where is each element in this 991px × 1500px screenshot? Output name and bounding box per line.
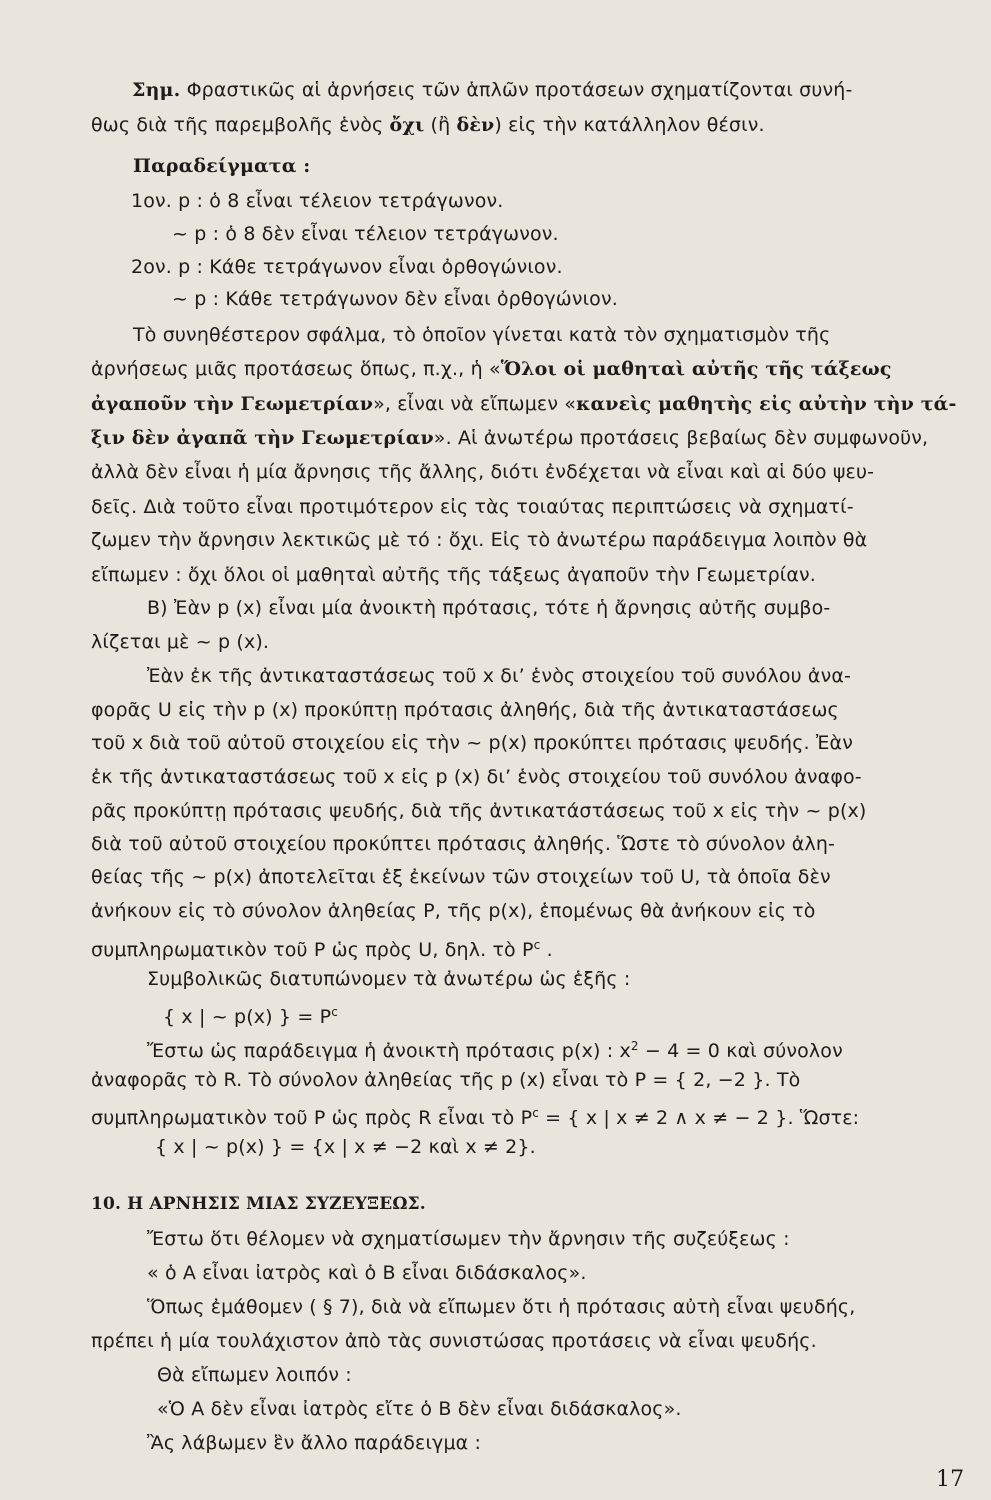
example-line-3: συμπληρωματικὸν τοῦ P ὡς πρὸς R εἶναι τὸ $P^c$ = { x | x ≠ 2 ∧ x ≠ − 2 }. Ὥστε: xyxy=(91,1106,860,1129)
truth-set-line-1: Ἐὰν ἐκ τῆς ἀντικαταστάσεως τοῦ x δι’ ἑνὸς στοιχείου τοῦ συνόλου ἀνα- xyxy=(147,665,852,687)
example-line-4: { x | ~ p(x) } = {x | x ≠ −2 καὶ x ≠ 2}. xyxy=(155,1136,536,1158)
truth-set-line-6: διὰ τοῦ αὐτοῦ στοιχείου προκύπτει πρότασις ἀληθής. Ὥστε τὸ σύνολον ἀλη- xyxy=(91,833,836,855)
section-b-line-1: Β) Ἐὰν p (x) εἶναι μία ἀνοικτὴ πρότασις, τότε ἡ ἄρνησις αὐτῆς συμβο- xyxy=(147,597,831,619)
conjunction-line-3: Ὅπως ἐμάθομεν ( § 7), διὰ νὰ εἴπωμεν ὅτι ἡ πρότασις αὐτὴ εἶναι ψευδής, xyxy=(147,1296,856,1318)
truth-set-line-8: ἀνήκουν εἰς τὸ σύνολον ἀληθείας P, τῆς p(x), ἑπομένως θὰ ἀνήκουν εἰς τὸ xyxy=(91,900,816,922)
example-1-not-p: ~ p : ὁ 8 δὲν εἶναι τέλειον τετράγωνον. xyxy=(172,223,559,245)
conjunction-line-5: Θὰ εἴπωμεν λοιπόν : xyxy=(157,1364,352,1386)
example-1-p: 1ον. p : ὁ 8 εἶναι τέλειον τετράγωνον. xyxy=(131,190,504,212)
note-label: Σημ. xyxy=(132,79,181,101)
error-line-5: ἀλλὰ δὲν εἶναι ἡ μία ἄρνησις τῆς ἄλλης, διότι ἐνδέχεται νὰ εἶναι καὶ αἱ δύο ψευ- xyxy=(91,461,875,483)
truth-set-line-3: τοῦ x διὰ τοῦ αὐτοῦ στοιχείου εἰς τὴν ~ p(x) προκύπτει πρότασις ψευδής. Ἐὰν xyxy=(91,732,853,754)
conjunction-line-1: Ἔστω ὅτι θέλομεν νὰ σχηματίσωμεν τὴν ἄρνησιν τῆς συζεύξεως : xyxy=(147,1228,790,1250)
truth-set-line-4: ἐκ τῆς ἀντικαταστάσεως τοῦ x εἰς p (x) δι’ ἑνὸς στοιχείου τοῦ συνόλου ἀναφο- xyxy=(91,766,862,788)
example-2-not-p: ~ p : Κάθε τετράγωνον δὲν εἶναι ὀρθογώνιον. xyxy=(172,288,618,310)
truth-set-line-2: φορᾶς U εἰς τὴν p (x) προκύπτῃ πρότασις ἀληθής, διὰ τῆς ἀντικαταστάσεως xyxy=(91,699,839,721)
section-b-line-2: λίζεται μὲ ~ p (x). xyxy=(91,631,270,653)
error-line-8: εἴπωμεν : ὄχι ὅλοι οἱ μαθηταὶ αὐτῆς τῆς τάξεως ἀγαποῦν τὴν Γεωμετρίαν. xyxy=(91,564,816,586)
example-line-2: ἀναφορᾶς τὸ R. Τὸ σύνολον ἀληθείας τῆς p (x) εἶναι τὸ P = { 2, −2 }. Τὸ xyxy=(91,1069,801,1091)
conjunction-line-7: Ἂς λάβωμεν ἓν ἄλλο παράδειγμα : xyxy=(147,1432,482,1454)
truth-set-line-9: συμπληρωματικὸν τοῦ P ὡς πρὸς U, δηλ. τὸ $P^c$ . xyxy=(91,938,553,961)
conjunction-line-6: «Ὁ Α δὲν εἶναι ἰατρὸς εἴτε ὁ Β δὲν εἶναι διδάσκαλος». xyxy=(157,1398,682,1420)
example-2-p: 2ον. p : Κάθε τετράγωνον εἶναι ὀρθογώνιον. xyxy=(131,256,563,278)
error-line-4: ξιν δὲν ἀγαπᾶ τὴν Γεωμετρίαν». Αἱ ἀνωτέρω προτάσεις βεβαίως δὲν συμφωνοῦν, xyxy=(91,427,929,449)
conjunction-line-2: « ὁ Α εἶναι ἰατρὸς καὶ ὁ Β εἶναι διδάσκαλος». xyxy=(147,1262,587,1284)
note-line-1: Σημ. Φραστικῶς αἱ ἀρνήσεις τῶν ἁπλῶν προτάσεων σχηματίζονται συνή- xyxy=(132,79,853,101)
truth-set-line-7: θείας τῆς ~ p(x) ἀποτελεῖται ἐξ ἐκείνων τῶν στοιχείων τοῦ U, τὰ ὁποῖα δὲν xyxy=(91,866,831,888)
error-line-7: ζωμεν τὴν ἄρνησιν λεκτικῶς μὲ τό : ὄχι. Εἰς τὸ ἀνωτέρω παράδειγμα λοιπὸν θὰ xyxy=(91,529,868,551)
note-line-2: θως διὰ τῆς παρεμβολῆς ἑνὸς ὄχι (ἢ δὲν) εἰς τὴν κατάλληλον θέσιν. xyxy=(91,114,765,136)
symbolic-line: Συμβολικῶς διατυπώνομεν τὰ ἀνωτέρω ὡς ἑξῆς : xyxy=(147,968,631,990)
error-line-2: ἀρνήσεως μιᾶς προτάσεως ὅπως, π.χ., ἡ «Ὅλοι οἱ μαθηταὶ αὐτῆς τῆς τάξεως xyxy=(91,358,892,380)
examples-heading: Παραδείγματα : xyxy=(133,155,311,177)
error-line-1: Τὸ συνηθέστερον σφάλμα, τὸ ὁποῖον γίνεται κατὰ τὸν σχηματισμὸν τῆς xyxy=(133,324,831,346)
error-line-6: δεῖς. Διὰ τοῦτο εἶναι προτιμότερον εἰς τὰς τοιαύτας περιπτώσεις νὰ σχηματί- xyxy=(91,496,854,518)
page-number: 17 xyxy=(936,1467,965,1492)
conjunction-line-4: πρέπει ἡ μία τουλάχιστον ἀπὸ τὰς συνιστώσας προτάσεις νὰ εἶναι ψευδής. xyxy=(91,1330,817,1352)
section-10-heading: 10. Η ΑΡΝΗΣΙΣ ΜΙΑΣ ΣΥΖΕΥΞΕΩΣ. xyxy=(91,1194,426,1214)
truth-set-line-5: ρᾶς προκύπτῃ πρότασις ψευδής, διὰ τῆς ἀντικατάστάσεως τοῦ x εἰς τὴν ~ p(x) xyxy=(91,800,867,822)
example-line-1: Ἔστω ὡς παράδειγμα ἡ ἀνοικτὴ πρότασις p(x) : $x^2 - 4 = 0$ καὶ σύνολον xyxy=(147,1039,843,1062)
error-line-3: ἀγαποῦν τὴν Γεωμετρίαν», εἶναι νὰ εἴπωμεν «κανεὶς μαθητὴς εἰς αὐτὴν τὴν τά- xyxy=(91,393,957,415)
symbolic-formula: { x | ~ p(x) } = $P^c$ xyxy=(163,1005,338,1028)
